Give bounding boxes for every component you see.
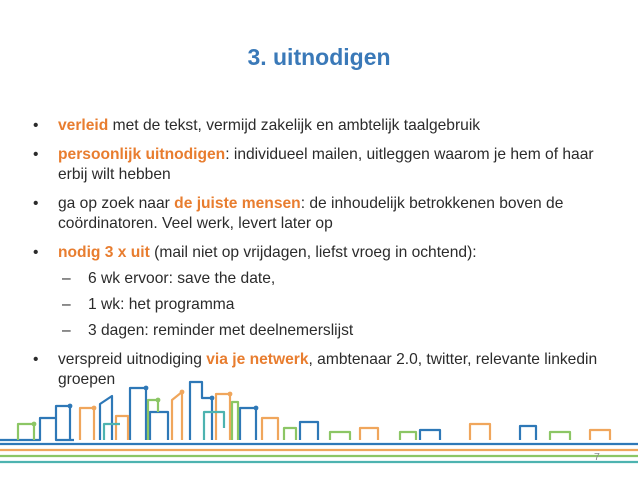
dash-marker: – xyxy=(62,270,71,287)
dash-marker: – xyxy=(62,296,71,313)
highlight-text: persoonlijk uitnodigen xyxy=(58,146,226,163)
slide-title: 3. uitnodigen xyxy=(247,44,391,70)
sub-bullet-item xyxy=(30,295,620,315)
bullet-text: ga op zoek naar xyxy=(58,195,175,212)
bullet-text: met de tekst, vermijd zakelijk en ambtelijk taalgebruik xyxy=(108,117,481,134)
page-number: 7 xyxy=(594,451,600,463)
bullet-item xyxy=(30,194,620,234)
sub-bullet-item xyxy=(30,269,620,289)
highlight-text: de juiste mensen xyxy=(174,195,301,212)
sub-bullet-text: 3 dagen: reminder met deelnemerslijst xyxy=(88,322,354,339)
bullet-item xyxy=(30,116,620,136)
bullet-marker: • xyxy=(33,195,39,212)
sub-bullet-text: 6 wk ervoor: save the date, xyxy=(88,270,276,287)
dash-marker: – xyxy=(62,322,71,339)
bullet-marker: • xyxy=(33,146,39,163)
highlight-text: via je netwerk xyxy=(206,351,309,368)
bullet-item xyxy=(30,145,620,185)
bullet-list xyxy=(30,116,620,399)
bullet-text: : individueel mailen, uitleggen waarom je hem of haar erbij wilt hebben xyxy=(58,146,594,183)
city-skyline-illustration xyxy=(0,378,638,479)
bullet-text: , ambtenaar 2.0, twitter, relevante linkedin groepen xyxy=(58,351,598,388)
highlight-text: nodig 3 x uit xyxy=(58,244,150,261)
bullet-item xyxy=(30,243,620,263)
bullet-text: (mail niet op vrijdagen, liefst vroeg in ochtend): xyxy=(149,244,477,261)
bullet-text: : de inhoudelijk betrokkenen boven de coördinatoren. Veel werk, levert later op xyxy=(58,195,564,232)
sub-bullet-item xyxy=(30,321,620,341)
bullet-marker: • xyxy=(33,351,39,368)
bullet-marker: • xyxy=(33,244,39,261)
sub-bullet-text: 1 wk: het programma xyxy=(88,296,235,313)
bullet-text: verspreid uitnodiging xyxy=(58,351,207,368)
highlight-text: verleid xyxy=(58,117,109,134)
bullet-marker: • xyxy=(33,117,39,134)
